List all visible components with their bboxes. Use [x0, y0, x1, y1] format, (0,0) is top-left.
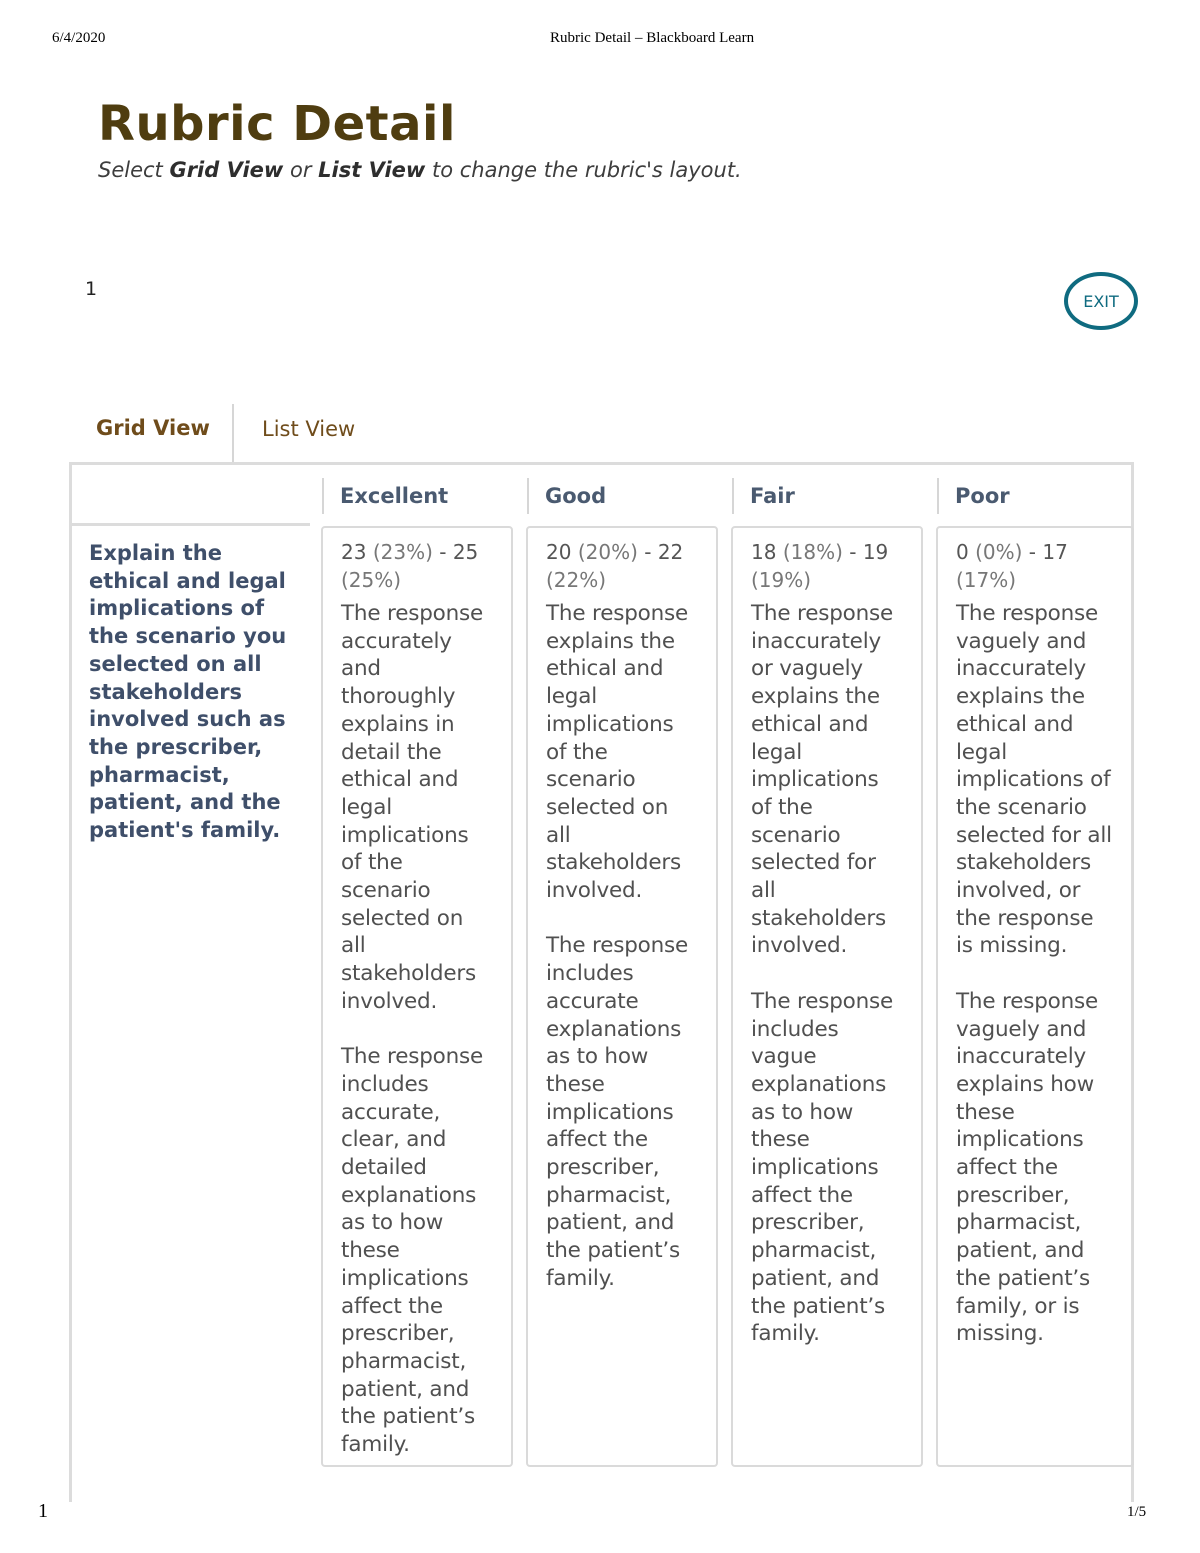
points-high: 17	[1042, 540, 1068, 564]
points-high: 22	[657, 540, 684, 564]
header-row-divider	[72, 523, 310, 526]
pct-high: (25%)	[341, 568, 402, 592]
subtitle-or: or	[283, 158, 319, 182]
points-high: 25	[452, 540, 479, 564]
tab-grid-view[interactable]: Grid View	[96, 416, 210, 440]
tab-divider	[232, 404, 234, 462]
pct-low: (23%)	[372, 540, 433, 564]
points-low: 20	[546, 540, 572, 564]
cell-points: 23 (23%) - 25 (25%)	[341, 540, 479, 592]
points-low: 18	[751, 540, 777, 564]
page-subtitle	[98, 158, 742, 182]
cell-points: 0 (0%) - 17 (17%)	[956, 540, 1068, 592]
column-header-poor: Poor	[937, 478, 1132, 514]
points-low: 23	[341, 540, 367, 564]
pct-high: (22%)	[546, 568, 607, 592]
pct-high: (17%)	[956, 568, 1017, 592]
pct-low: (20%)	[577, 540, 638, 564]
rubric-count: 1	[85, 278, 98, 300]
cell-description: The response vaguely and inaccurately explains the ethical and legal implications of the scenario selected for all stakeholders involved, or the response is missing. The response vaguely and inaccurately explains how these implications affect the prescriber, pharmacist, patient, and the patient’s family, or is missing.	[956, 601, 1112, 1347]
print-date: 6/4/2020	[52, 30, 106, 46]
exit-button[interactable]: EXIT	[1064, 272, 1138, 330]
rubric-cell-fair[interactable]	[731, 526, 923, 1467]
rubric-cell-poor[interactable]	[936, 526, 1134, 1467]
column-header-excellent: Excellent	[322, 478, 527, 514]
pct-low: (18%)	[782, 540, 843, 564]
pct-low: (0%)	[975, 540, 1023, 564]
points-low: 0	[956, 540, 969, 564]
subtitle-rest: to change the rubric's layout.	[425, 158, 742, 182]
subtitle-select: Select	[98, 158, 170, 182]
print-page-number: 1/5	[1127, 1504, 1147, 1520]
rubric-cell-excellent[interactable]	[321, 526, 513, 1467]
pct-high: (19%)	[751, 568, 812, 592]
subtitle-list-view: List View	[318, 158, 426, 182]
page-title: Rubric Detail	[98, 96, 456, 152]
tab-list-view[interactable]: List View	[262, 417, 356, 441]
cell-points: 18 (18%) - 19 (19%)	[751, 540, 889, 592]
cell-description: The response explains the ethical and legal implications of the scenario selected on all stakeholders involved. The response includes accurate explanations as to how these implications affect the prescriber, pharmacist, patient, and the patient’s family.	[546, 601, 689, 1291]
points-high: 19	[862, 540, 889, 564]
subtitle-grid-view: Grid View	[169, 158, 284, 182]
print-title: Rubric Detail – Blackboard Learn	[550, 30, 755, 46]
rubric-cell-good[interactable]	[526, 526, 718, 1467]
criterion-label: Explain the ethical and legal implications of the scenario you selected on all stakeholders involved such as the prescriber, pharmacist, patient, and the patient's family.	[89, 541, 287, 843]
cell-description: The response accurately and thoroughly explains in detail the ethical and legal implications of the scenario selected on all stakeholders involved. The response includes accurate, clear, and detailed explanations as to how these implications affect the prescriber, pharmacist, patient, and the patient’s family.	[341, 601, 484, 1458]
column-header-fair: Fair	[732, 478, 937, 514]
column-header-good: Good	[527, 478, 732, 514]
cell-description: The response inaccurately or vaguely explains the ethical and legal implications of the scenario selected for all stakeholders involved. The response includes vague explanations as to how these implications affect the prescriber, pharmacist, patient, and the patient’s family.	[751, 601, 894, 1347]
print-footer-left: 1	[38, 1500, 48, 1522]
cell-points: 20 (20%) - 22 (22%)	[546, 540, 684, 592]
